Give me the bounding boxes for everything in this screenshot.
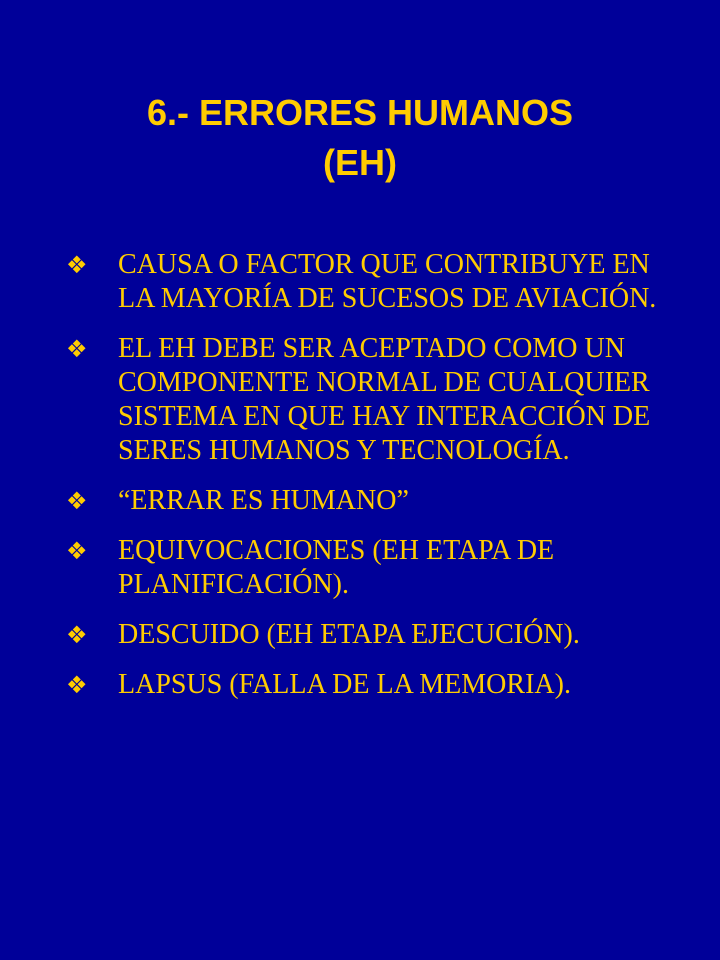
- bullet-text: LAPSUS (FALLA DE LA MEMORIA).: [118, 669, 571, 700]
- bullet-text: EQUIVOCACIONES (EH ETAPA DE PLANIFICACIÓN).: [118, 535, 555, 600]
- bullet-item: [60, 332, 680, 468]
- bullet-item: [60, 618, 680, 652]
- title-line-1: 6.- ERRORES HUMANOS: [146, 92, 574, 133]
- bullet-text: EL EH DEBE SER ACEPTADO COMO UN COMPONENTE NORMAL DE CUALQUIER SISTEMA EN QUE HAY INTERACCIÓN DE SERES HUMANOS Y TECNOLOGÍA.: [118, 333, 651, 466]
- diamond-bullet-icon: ❖: [66, 671, 88, 699]
- diamond-bullet-icon: ❖: [66, 487, 88, 515]
- slide-title: [60, 88, 660, 188]
- bullet-item: [60, 248, 680, 316]
- diamond-bullet-icon: ❖: [66, 621, 88, 649]
- bullet-list: [60, 248, 680, 718]
- diamond-bullet-icon: ❖: [66, 251, 88, 279]
- bullet-item: [60, 668, 680, 702]
- title-line-2: (EH): [323, 142, 397, 183]
- bullet-text: CAUSA O FACTOR QUE CONTRIBUYE EN LA MAYORÍA DE SUCESOS DE AVIACIÓN.: [118, 249, 657, 314]
- diamond-bullet-icon: ❖: [66, 537, 88, 565]
- bullet-item: [60, 484, 680, 518]
- bullet-text: “ERRAR ES HUMANO”: [118, 485, 409, 516]
- diamond-bullet-icon: ❖: [66, 335, 88, 363]
- bullet-text: DESCUIDO (EH ETAPA EJECUCIÓN).: [118, 619, 580, 650]
- bullet-item: [60, 534, 680, 602]
